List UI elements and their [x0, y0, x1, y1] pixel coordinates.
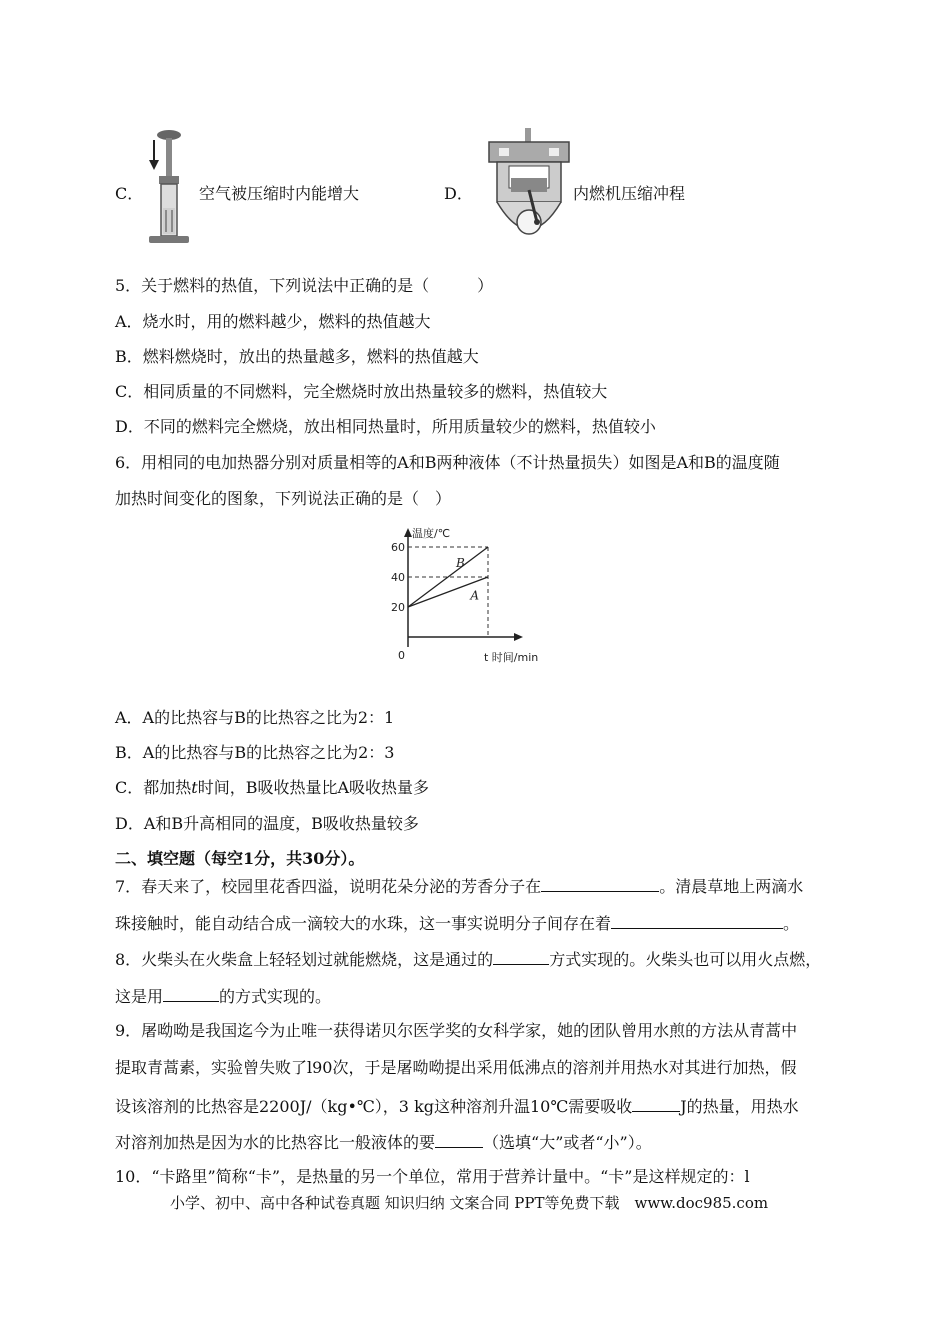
q5-option-c: C．相同质量的不同燃料，完全燃烧时放出热量较多的燃料，热值较大 [115, 382, 608, 401]
q8-line1-b: 方式实现的。火柴头也可以用火点燃， [549, 950, 822, 969]
q9-line4-a: 对溶剂加热是因为水的比热容比一般液体的要 [115, 1133, 436, 1152]
q9-line4 [115, 1131, 652, 1153]
q7-line2-a: 珠接触时，能自动结合成一滴较大的水珠，这一事实说明分子间存在着 [115, 914, 612, 933]
q8-line2-b: 的方式实现的。 [219, 987, 332, 1006]
q7-blank2 [611, 912, 783, 929]
q6-option-c-pre: C．都加热 [115, 778, 192, 797]
q6-stem-line1: 6．用相同的电加热器分别对质量相等的A和B两种液体（不计热量损失）如图是A和B的温度随 [115, 453, 780, 472]
q6-option-a: A．A的比热容与B的比热容之比为2：1 [115, 708, 395, 727]
series-label-b: B [456, 556, 465, 570]
x-axis-arrow [514, 633, 523, 641]
q6-option-c-post: 时间，B吸收热量比A吸收热量多 [197, 778, 430, 797]
q5-option-b: B．燃料燃烧时，放出的热量越多，燃料的热值越大 [115, 347, 479, 366]
q5-option-d: D．不同的燃料完全燃烧，放出相同热量时，所用质量较少的燃料，热值较小 [115, 417, 656, 436]
temperature-time-chart [368, 525, 538, 670]
q7-line2 [115, 912, 799, 934]
q4-option-c-label: C． [115, 184, 144, 203]
q6-option-b: B．A的比热容与B的比热容之比为2：3 [115, 743, 395, 762]
q8-line2 [115, 985, 331, 1007]
q9-line4-b: （选填“大”或者“小”）。 [483, 1133, 652, 1152]
q4-option-d-label: D． [444, 184, 473, 203]
y-axis-label: 温度/℃ [412, 527, 451, 540]
q6-option-c-var: t [191, 778, 198, 797]
q7-line1 [115, 875, 803, 897]
q9-line3-a: 设该溶剂的比热容是2200J/（kg•℃），3 kg这种溶剂升温10℃需要吸收 [115, 1097, 633, 1116]
q7-blank1 [541, 875, 659, 892]
q9-blank1 [632, 1095, 680, 1112]
page-footer: 小学、初中、高中各种试卷真题 知识归纳 文案合同 PPT等免费下载 www.doc985.com [170, 1194, 769, 1212]
q9-line3-b: J的热量，用热水 [680, 1097, 799, 1116]
q7-line2-b: 。 [783, 914, 800, 933]
y-tick-label-40: 40 [391, 571, 405, 584]
q4-option-d-text: 内燃机压缩冲程 [573, 184, 686, 203]
y-tick-label-20: 20 [391, 601, 405, 614]
q6-option-c [115, 778, 429, 798]
y-tick-label-60: 60 [391, 541, 405, 554]
q8-blank2 [163, 985, 219, 1002]
q4-option-c-text: 空气被压缩时内能增大 [199, 184, 360, 203]
series-label-a: A [470, 588, 480, 603]
q6-option-d: D．A和B升高相同的温度，B吸收热量较多 [115, 814, 419, 833]
q5-option-a: A．烧水时，用的燃料越少，燃料的热值越大 [115, 312, 431, 331]
q8-line1-a: 8．火柴头在火柴盒上轻轻划过就能燃烧，这是通过的 [115, 950, 494, 969]
q9-line1: 9．屠呦呦是我国迄今为止唯一获得诺贝尔医学奖的女科学家，她的团队曾用水煎的方法从青蒿中 [115, 1021, 798, 1040]
q7-line1-b: 。清晨草地上两滴水 [659, 877, 804, 896]
q9-blank2 [435, 1131, 483, 1148]
q9-line2: 提取青蒿素，实验曾失败了l90次，于是屠呦呦提出采用低沸点的溶剂并用热水对其进行加热，假 [115, 1058, 797, 1077]
x-axis-label: t 时间/min [484, 651, 538, 664]
origin-label: 0 [398, 649, 405, 662]
q8-blank1 [493, 948, 549, 965]
y-axis-arrow [404, 528, 412, 537]
engine-compression-figure [485, 126, 573, 254]
q8-line2-a: 这是用 [115, 987, 164, 1006]
q6-stem-line2: 加热时间变化的图象，下列说法正确的是（ ） [115, 489, 452, 508]
q9-line3 [115, 1095, 799, 1117]
q10-line1: 10．“卡路里”简称“卡”，是热量的另一个单位，常用于营养计量中。“卡”是这样规定的：l [115, 1167, 750, 1186]
q8-line1 [115, 948, 821, 970]
q5-stem: 5．关于燃料的热值，下列说法中正确的是（ ） [115, 276, 494, 295]
q7-line1-a: 7．春天来了，校园里花香四溢，说明花朵分泌的芳香分子在 [115, 877, 542, 896]
section2-heading: 二、填空题（每空1分，共30分）。 [115, 849, 365, 868]
air-compression-figure [140, 128, 192, 248]
